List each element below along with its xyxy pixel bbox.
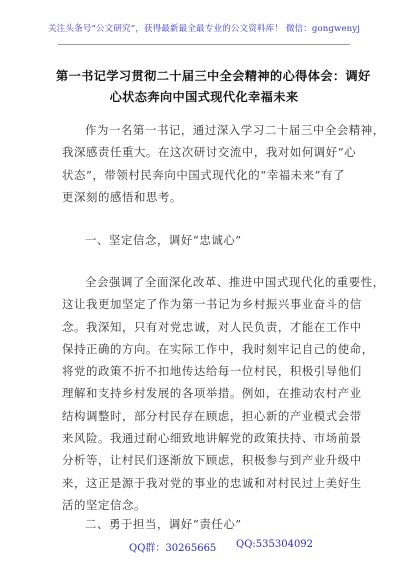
document-title <box>56 66 371 108</box>
paragraph-line: 我深感责任重大。在这次研讨交流中，我对如何调好“心 <box>62 145 357 160</box>
paragraph-line: 全会强调了全面深化改革、推进中国式现代化的重要性， <box>85 275 385 289</box>
page-footer <box>0 539 408 559</box>
paragraph-line: 这让我更加坚定了作为第一书记为乡村振兴事业奋斗的信 <box>62 297 362 312</box>
title-line-2: 心状态奔向中国式现代化幸福未来 <box>109 90 299 104</box>
section-heading-2 <box>62 513 352 535</box>
header-divider <box>58 44 350 45</box>
paragraph-line: 来，这正是源于我对党的事业的忠诚和对村民过上美好生 <box>62 475 362 490</box>
footer-qq: QQ:535304092 <box>236 539 314 550</box>
paragraph-line: 将党的政策不折不扣地传达给每一位村民，积极引导他们 <box>62 364 362 379</box>
paragraph-line: 念。我深知，只有对党忠诚，对人民负责，才能在工作中 <box>62 319 362 334</box>
paragraph-line: 分析等，让村民们逐渐放下顾虑，积极参与到产业升级中 <box>62 453 362 468</box>
section-heading-1 <box>62 229 352 251</box>
footer-qq-group: QQ群：30265665 <box>129 543 217 554</box>
header-note: 关注头条号“公文研究”，获得最新最全最专业的公文资料库！ 微信：gongwenyj <box>47 24 361 34</box>
paragraph-line: 理解和支持乡村发展的各项举措。例如，在推动农村产业 <box>62 386 362 401</box>
paragraph-line: 作为一名第一书记，通过深入学习二十届三中全会精神， <box>85 123 385 137</box>
paragraph-line: 更深刻的感悟和思考。 <box>62 189 182 204</box>
paragraph-line: 保持正确的方向。在实际工作中，我时刻牢记自己的使命， <box>62 341 374 356</box>
paragraph-line: 活的坚定信念。 <box>62 497 146 512</box>
paragraph-line: 结构调整时，部分村民存在顾虑，担心新的产业模式会带 <box>62 408 362 423</box>
intro-paragraph <box>62 119 385 208</box>
section-heading-text: 二、勇于担当，调好“责任心” <box>85 517 242 531</box>
title-line-1: 第一书记学习贯彻二十届三中全会精神的心得体会：调好 <box>56 69 371 83</box>
section-heading-text: 一、坚定信念，调好“忠诚心” <box>85 233 242 247</box>
section-1-paragraph <box>62 271 385 516</box>
paragraph-line: 来风险。我通过耐心细致地讲解党的政策扶持、市场前景 <box>62 431 362 446</box>
paragraph-line: 状态”，带领村民奔向中国式现代化的“幸福未来”有了 <box>62 167 346 182</box>
